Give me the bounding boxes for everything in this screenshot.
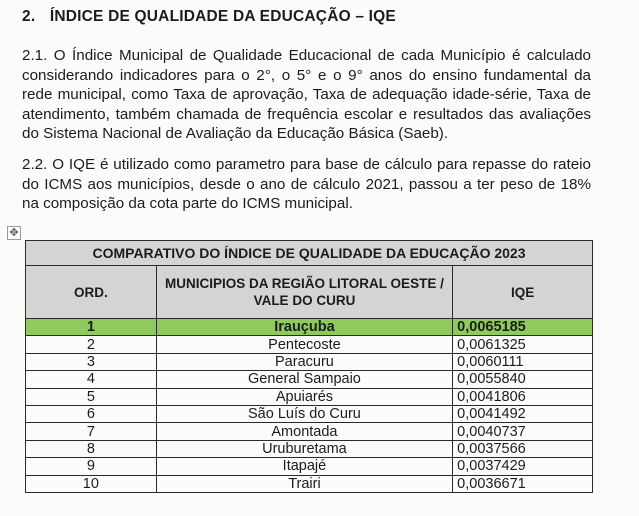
cell-municipio: Paracuru [156,353,452,370]
cell-ord: 6 [26,405,157,422]
cell-ord: 1 [26,319,157,336]
table-move-handle-icon[interactable]: ✥ [7,226,21,240]
cell-ord: 5 [26,388,157,405]
cell-iqe: 0,0040737 [453,423,593,440]
cell-iqe: 0,0037566 [453,440,593,457]
cell-iqe: 0,0041806 [453,388,593,405]
table-row [26,336,593,353]
table-title: COMPARATIVO DO ÍNDICE DE QUALIDADE DA EDUCAÇÃO 2023 [26,241,593,266]
cell-municipio: Trairi [156,475,452,492]
table-row [26,371,593,388]
paragraph-2-2: 2.2. O IQE é utilizado como parametro para base de cálculo para repasse do rateio do ICMS aos municípios, desde o ano de cálculo 2021, passou a ter peso de 18% na composição da cota parte do ICMS municipal. [22,156,591,213]
cell-ord: 10 [26,475,157,492]
cell-ord: 4 [26,371,157,388]
table-row [26,388,593,405]
cell-municipio: Uruburetama [156,440,452,457]
cell-iqe: 0,0036671 [453,475,593,492]
iqe-comparison-table [25,240,593,493]
table-row [26,405,593,422]
table-row [26,423,593,440]
cell-iqe: 0,0055840 [453,371,593,388]
cell-municipio: Apuiarés [156,388,452,405]
table-row [26,319,593,336]
cell-municipio: Irauçuba [156,319,452,336]
table-row [26,440,593,457]
column-header-ord: ORD. [26,266,157,319]
cell-municipio: São Luís do Curu [156,405,452,422]
cell-ord: 2 [26,336,157,353]
cell-iqe: 0,0061325 [453,336,593,353]
cell-municipio: General Sampaio [156,371,452,388]
cell-iqe: 0,0065185 [453,319,593,336]
table-body [26,319,593,493]
table-row [26,475,593,492]
section-heading [22,8,396,26]
cell-municipio: Itapajé [156,458,452,475]
paragraph-2-1: 2.1. O Índice Municipal de Qualidade Educacional de cada Município é calculado considerando indicadores para o 2°, o 5° e o 9° anos do ensino fundamental da rede municipal, como Taxa de aprovação, Taxa de adequação idade-série, Taxa de atendimento, também chamada de frequência escolar e resultados das avaliações do Sistema Nacional de Avaliação da Educação Básica (Saeb). [22,47,591,143]
cell-iqe: 0,0041492 [453,405,593,422]
cell-ord: 7 [26,423,157,440]
cell-ord: 8 [26,440,157,457]
section-title: ÍNDICE DE QUALIDADE DA EDUCAÇÃO – IQE [49,8,396,25]
cell-ord: 3 [26,353,157,370]
cell-iqe: 0,0037429 [453,458,593,475]
cell-municipio: Pentecoste [156,336,452,353]
table-row [26,458,593,475]
section-number: 2. [22,8,36,25]
table-row [26,353,593,370]
cell-iqe: 0,0060111 [453,353,593,370]
cell-ord: 9 [26,458,157,475]
column-header-municipio: MUNICIPIOS DA REGIÃO LITORAL OESTE / VALE DO CURU [156,266,452,319]
cell-municipio: Amontada [156,423,452,440]
column-header-iqe: IQE [453,266,593,319]
